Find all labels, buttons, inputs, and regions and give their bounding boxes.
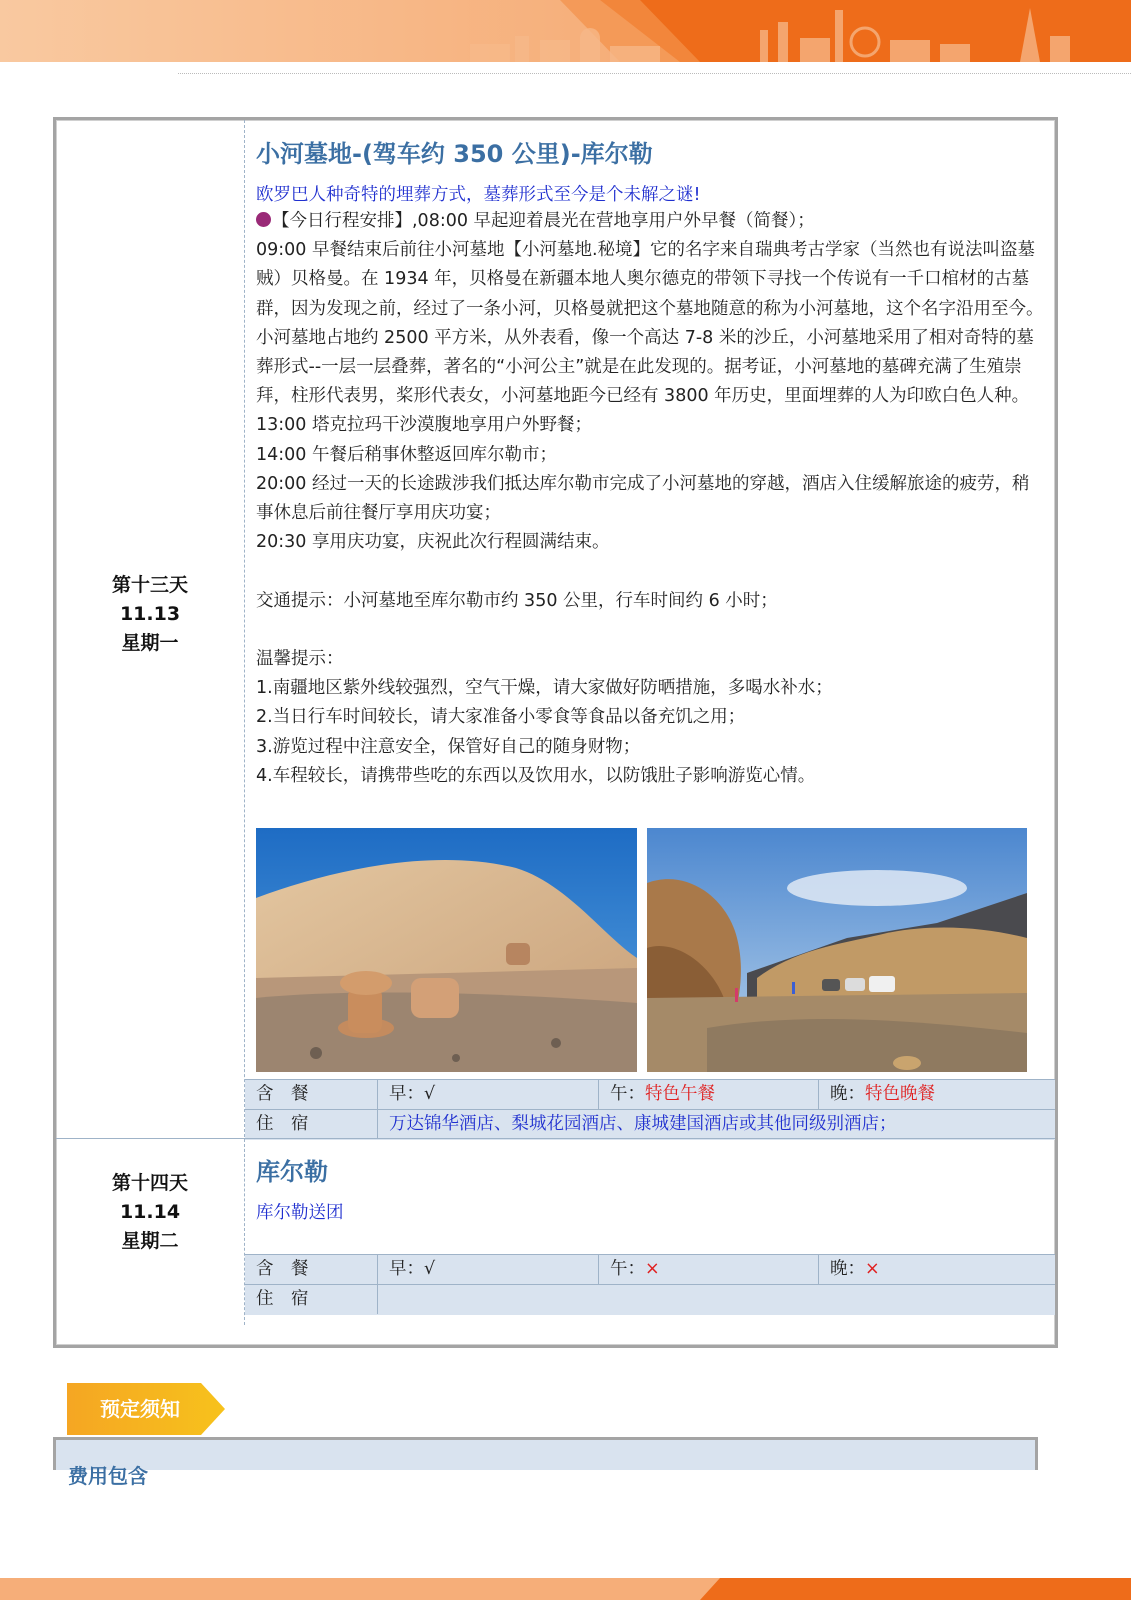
schedule-paragraph: 20:00 经过一天的长途跋涉我们抵达库尔勒市完成了小河墓地的穿越，酒店入住缓解旅途的疲劳，稍事休息后前往餐厅享用庆功宴； — [256, 473, 1030, 524]
day-subtitle: 欧罗巴人种奇特的埋葬方式，墓葬形式至今是个未解之谜! — [256, 185, 701, 205]
meal-row — [245, 1079, 1055, 1110]
schedule-intro: 【今日行程安排】,08:00 早起迎着晨光在营地享用户外早餐（简餐）； — [256, 207, 1046, 236]
meal-label: 含 餐 — [256, 1084, 309, 1104]
booking-notice-tag — [67, 1383, 225, 1435]
day-13-date-column — [56, 120, 245, 1162]
spacer — [256, 616, 1046, 645]
day-14-content — [245, 1139, 1055, 1325]
dinner-cell: 晚：特色晚餐 — [818, 1080, 1055, 1109]
day-14-date-column — [56, 1139, 245, 1325]
fee-title: 费用包含 — [68, 1464, 148, 1488]
hotel-row — [245, 1284, 1055, 1315]
breakfast-cell: 早：√ — [377, 1080, 598, 1109]
tip-item: 1.南疆地区紫外线较强烈，空气干燥，请大家做好防晒措施，多喝水补水； — [256, 678, 833, 699]
header-banner — [0, 0, 1131, 62]
day-label: 第十三天 — [111, 574, 188, 596]
traffic-tip: 交通提示：小河墓地至库尔勒市约 350 公里，行车时间约 6 小时； — [256, 590, 778, 611]
header-divider — [178, 73, 1131, 74]
day-13-content — [245, 120, 1055, 1162]
day-weekday: 星期一 — [121, 632, 179, 654]
hotel-label: 住 宿 — [256, 1114, 309, 1134]
day-description — [256, 207, 1046, 791]
day-date: 11.13 — [119, 603, 181, 625]
hotel-row — [245, 1109, 1055, 1140]
day-label: 第十四天 — [111, 1172, 188, 1194]
fee-section — [53, 1437, 1038, 1488]
breakfast-cell: 早：√ — [377, 1255, 598, 1284]
day-date: 11.14 — [119, 1201, 181, 1223]
hotel-label: 住 宿 — [256, 1289, 309, 1309]
desert-photo — [256, 828, 637, 1072]
footer-bar — [0, 1578, 1131, 1600]
day-subtitle: 库尔勒送团 — [256, 1203, 344, 1223]
hotel-value: 万达锦华酒店、梨城花园酒店、康城建国酒店或其他同级别酒店； — [377, 1110, 1055, 1139]
dinner-cell: 晚：× — [818, 1255, 1055, 1284]
tips-heading: 温馨提示： — [256, 649, 344, 670]
schedule-paragraph: 14:00 午餐后稍事休整返回库尔勒市； — [256, 444, 557, 465]
canyon-photo — [647, 828, 1027, 1072]
lunch-cell: 午：× — [598, 1255, 818, 1284]
day-14-row — [56, 1139, 1055, 1345]
day-title: 小河墓地-(驾车约 350 公里)-库尔勒 — [256, 140, 653, 168]
day-13-row — [56, 120, 1055, 1162]
tip-item: 4.车程较长，请携带些吃的东西以及饮用水，以防饿肚子影响游览心情。 — [256, 765, 816, 786]
meal-row — [245, 1254, 1055, 1285]
lunch-cell: 午：特色午餐 — [598, 1080, 818, 1109]
bullet-icon — [256, 212, 271, 227]
itinerary-table — [53, 117, 1058, 1348]
day-weekday: 星期二 — [121, 1230, 179, 1252]
schedule-paragraph: 20:30 享用庆功宴，庆祝此次行程圆满结束。 — [256, 532, 610, 553]
tip-item: 3.游览过程中注意安全，保管好自己的随身财物； — [256, 736, 641, 757]
tip-item: 2.当日行车时间较长，请大家准备小零食等食品以备充饥之用； — [256, 707, 746, 728]
day-title: 库尔勒 — [256, 1158, 328, 1186]
booking-notice-label: 预定须知 — [100, 1397, 180, 1421]
spacer — [256, 557, 1046, 586]
meal-label: 含 餐 — [256, 1259, 309, 1279]
schedule-paragraph: 13:00 塔克拉玛干沙漠腹地享用户外野餐； — [256, 415, 592, 436]
schedule-paragraph: 09:00 早餐结束后前往小河墓地【小河墓地.秘境】它的名字来自瑞典考古学家（当然也有说法叫盗墓贼）贝格曼。在 1934 年，贝格曼在新疆本地人奥尔德克的带领下寻找一个传说有一千口棺材的古墓群，因为发现之前，经过了一条小河，贝格曼就把这个墓地随意的称为小河墓地，这个名字沿用至今。小河墓地占地约 2500 平方米，从外表看，像一个高达 7-8 米的沙丘，小河墓地采用了相对奇特的墓葬形式--一层一层叠葬，著名的“小河公主”就是在此发现的。据考证，小河墓地的墓碑充满了生殖崇拜，柱形代表男，桨形代表女，小河墓地距今已经有 3800 年历史，里面埋葬的人为印欧白色人种。 — [256, 240, 1044, 407]
hotel-value — [377, 1285, 1055, 1314]
